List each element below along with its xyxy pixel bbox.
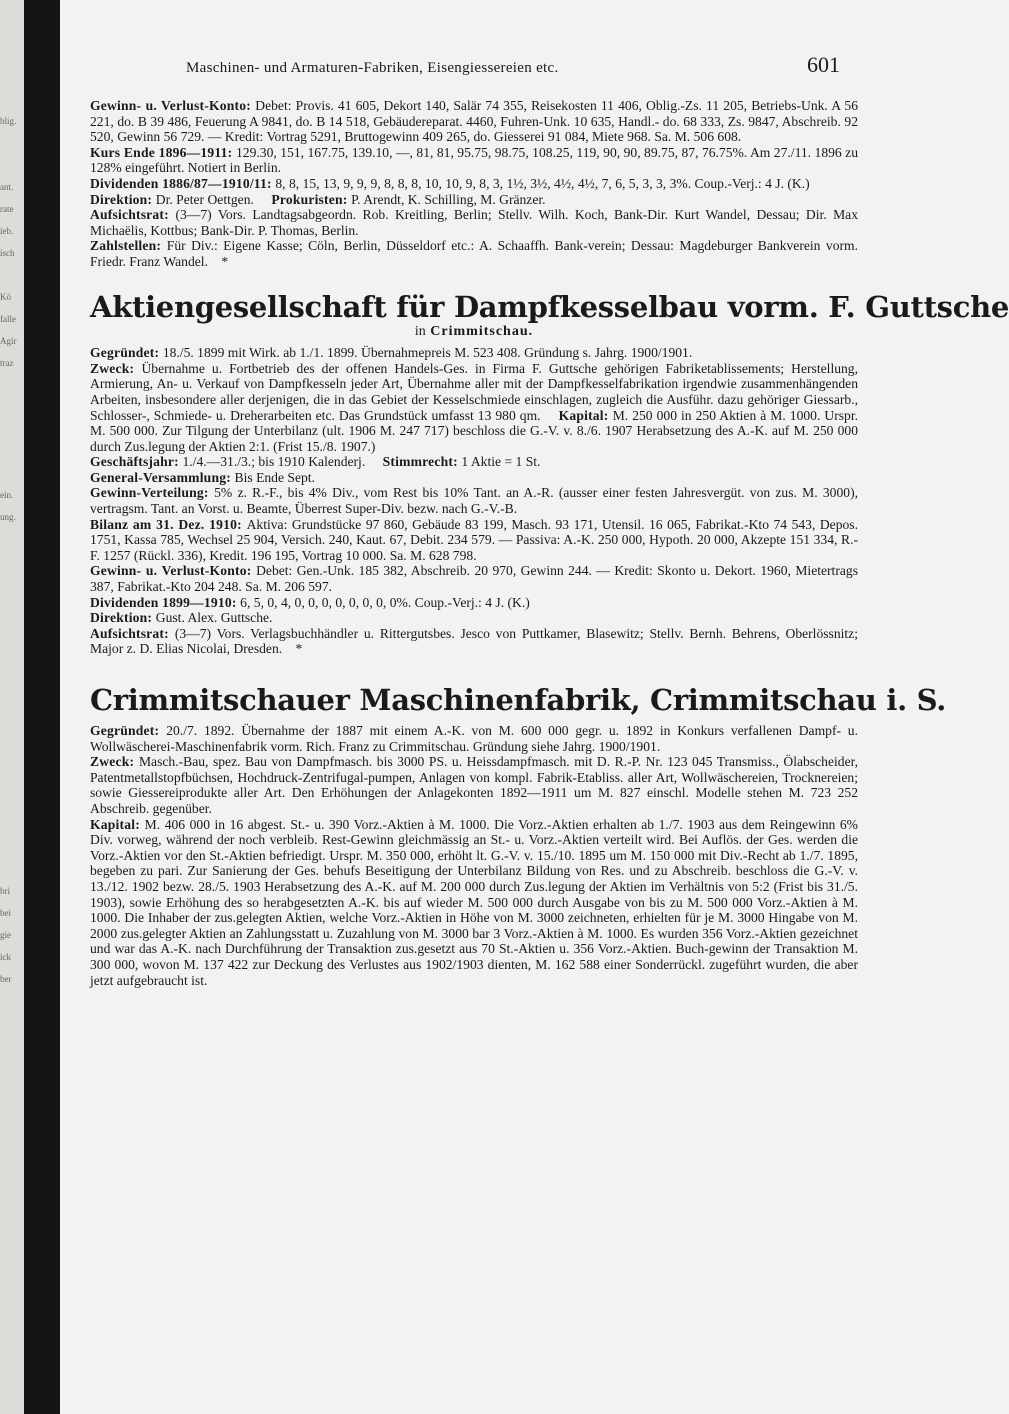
- field-label: General-Versammlung:: [90, 469, 235, 485]
- bleed-fragment: ber: [0, 974, 12, 984]
- entry-paragraph: [90, 517, 858, 564]
- page-body: [90, 98, 1009, 992]
- field-text: Debet: Gen.-Unk. 185 382, Abschreib. 20 970, Gewinn 244. — Kredit: Skonto u. Dekort. 1960, Mietertrags 387, Fabrikat.-Kto 204 248. Sa. M. 206 597.: [90, 563, 858, 595]
- entry-paragraph: [90, 145, 858, 176]
- field-label: Geschäftsjahr:: [90, 454, 183, 470]
- bleed-fragment: rate: [0, 204, 14, 214]
- field-text: 18./5. 1899 mit Wirk. ab 1./1. 1899. Übernahmepreis M. 523 408. Gründung s. Jahrg. 1900/1901.: [162, 345, 693, 361]
- page-number: 601: [807, 52, 840, 77]
- entry-paragraph: [90, 563, 858, 594]
- bleed-fragment: ieb.: [0, 226, 14, 236]
- entry-dampfkesselbau: [90, 345, 858, 657]
- field-label: Kapital:: [558, 407, 613, 423]
- entry-paragraph: [90, 192, 858, 208]
- bleed-fragment: bri: [0, 886, 10, 896]
- field-text: Übernahme u. Fortbetrieb des der offenen Handels-Ges. in Firma F. Guttsche gehörigen Fabriketablissements; Herstellung, Armierung, An- u. Verkauf von Dampfkesseln jeder Art, Übernahme aller mit der Dampfkesselfabrikation irgendwie zusammenhängenden Arbeiten, insbesondere aller derjenigen, die in das Gebiet der Kesselschmiede einschlagen, zugleich die Ausführ. dazu gehöriger Giessarb., Schlosser-, Schmiede- u. Dreherarbeiten etc. Das Grundstück umfasst 13 980 qm.: [90, 360, 859, 423]
- bleed-fragment: isch: [0, 248, 15, 258]
- field-text: Gust. Alex. Guttsche.: [155, 610, 273, 626]
- field-text: Aktiva: Grundstücke 97 860, Gebäude 83 199, Masch. 93 171, Utensil. 16 065, Fabrikat.-Kto 74 543, Depos. 1751, Kassa 785, Wechsel 25 904, Versich. 240, Kaut. 67, Debit. 234 579. — Passiva: A.-K. 250 000, Hypoth. 20 000, Akzepte 151 334, R.-F. 1257 (Rückl. 336), Kredit. 196 195, Vortrag 10 000. Sa. M. 628 798.: [90, 516, 858, 563]
- field-text: Dr. Peter Oettgen.: [155, 191, 258, 207]
- bleed-fragment: ick: [0, 952, 11, 962]
- bleed-fragment: [0, 396, 22, 418]
- entry-location: [90, 324, 858, 340]
- field-label: Zahlstellen:: [90, 238, 167, 254]
- bleed-fragment: [0, 154, 22, 176]
- field-text: 6, 5, 0, 4, 0, 0, 0, 0, 0, 0, 0, 0%. Coup.-Verj.: 4 J. (K.): [240, 594, 530, 610]
- bleed-fragment: [0, 682, 22, 704]
- entry-paragraph: [90, 98, 858, 145]
- entry-paragraph: [90, 595, 858, 611]
- bleed-fragment: [0, 528, 22, 550]
- entry-paragraph: [90, 361, 858, 455]
- field-text: M. 250 000 in 250 Aktien à M. 1000. Urspr. M. 500 000. Zur Tilgung der Unterbilanz (ult. 1906 M. 247 717) beschloss die G.-V. v. 8./6. 1907 Herabsetzung des A.-K. auf M. 250 000 durch Zus.legung der Aktien 2:1. (Frist 15./8. 1907.): [90, 407, 858, 454]
- field-text: (3—7) Vors. Landtagsabgeordn. Rob. Kreitling, Berlin; Stellv. Wilh. Koch, Bank-Dir. Kurt Wandel, Dessau; Dir. Max Michaëlis, Kottbus; Bank-Dir. P. Thomas, Berlin.: [90, 207, 859, 238]
- field-label: Direktion:: [90, 610, 156, 626]
- bleed-fragment: [0, 550, 22, 572]
- field-label: Stimmrecht:: [382, 454, 462, 470]
- field-label: Prokuristen:: [271, 191, 352, 207]
- bleed-fragment: [0, 638, 22, 660]
- bleed-fragment: ant.: [0, 182, 14, 192]
- field-text: 8, 8, 15, 13, 9, 9, 9, 8, 8, 8, 10, 10, 9, 8, 3, 1½, 3½, 4½, 4½, 7, 6, 5, 3, 3, 3%. Coup.-Verj.: 4 J. (K.): [275, 175, 810, 191]
- entry-paragraph: [90, 485, 858, 516]
- bleed-fragment: [0, 792, 22, 814]
- bleed-fragment: [0, 132, 22, 154]
- bleed-fragment: [0, 704, 22, 726]
- field-text: 1 Aktie = 1 St.: [461, 454, 541, 470]
- bleed-fragment: [0, 660, 22, 682]
- bleed-fragment: falle: [0, 314, 16, 324]
- field-text: 1./4.—31./3.; bis 1910 Kalenderj.: [182, 454, 369, 470]
- bleed-fragment: bei: [0, 908, 11, 918]
- bleed-fragment: [0, 770, 22, 792]
- binding-shadow: [24, 0, 60, 1414]
- bleed-fragment: [0, 572, 22, 594]
- previous-entry-continuation: [90, 98, 858, 270]
- field-label: Gewinn-Verteilung:: [90, 485, 215, 501]
- field-label: Dividenden 1899—1910:: [90, 594, 241, 610]
- field-label: Gewinn- u. Verlust-Konto:: [90, 563, 257, 579]
- field-label: Dividenden 1886/87—1910/11:: [90, 175, 276, 191]
- bleed-fragment: [0, 726, 22, 748]
- entry-paragraph: [90, 817, 858, 989]
- entry-paragraph: [90, 470, 858, 486]
- field-text: Bis Ende Sept.: [234, 469, 315, 485]
- entry-end-mark: *: [295, 641, 303, 657]
- field-text: 5% z. R.-F., bis 4% Div., vom Rest bis 10% Tant. an A.-R. (ausser einer festen Jahresvergüt. von zus. M. 3000), vertragsm. Tant. an Vorst. u. Beamte, Überrest Super-Div. bezw. nach G.-V.-B.: [90, 485, 858, 517]
- entry-paragraph: [90, 207, 858, 238]
- entry-paragraph: [90, 723, 858, 754]
- entry-title-2: Crimmitschauer Maschinenfabrik, Crimmitschau i. S.: [90, 683, 947, 717]
- field-label: Zweck:: [90, 360, 142, 376]
- page: [60, 40, 1009, 1400]
- field-text: Masch.-Bau, spez. Bau von Dampfmasch. bis 3000 PS. u. Heissdampfmasch. mit D. R.-P. Nr. 123 045 Transmiss., Ölabscheider, Patentmetallstopfbüchsen, Hochdruck-Zentrifugal-pumpen, Anlagen von kompl. Fabrik-Etabliss. aller Art, Wollwäschereien, Trocknereien; sowie Giessereiprodukte aller Art. Den Erhöhungen der Anlagekonten 1892—1911 um M. 827 einschl. Modelle stehen M. 723 252 Abschreib. gegenüber.: [90, 754, 858, 816]
- field-label: Gewinn- u. Verlust-Konto:: [90, 98, 256, 113]
- field-label: Gegründet:: [90, 345, 163, 361]
- field-label: Kurs Ende 1896—1911:: [90, 144, 236, 160]
- entry-paragraph: [90, 238, 858, 269]
- bleed-fragment: gie: [0, 930, 11, 940]
- bleed-fragment: [0, 616, 22, 638]
- entry-paragraph: [90, 626, 858, 657]
- bleed-fragment: [0, 814, 22, 836]
- bleed-fragment: [0, 374, 22, 396]
- entry-paragraph: [90, 754, 858, 816]
- field-label: Aufsichtsrat:: [90, 625, 175, 641]
- bleed-fragment: [0, 462, 22, 484]
- bleed-fragment: Agir: [0, 336, 17, 346]
- bleed-fragment: [0, 264, 22, 286]
- field-label: Kapital:: [90, 816, 145, 832]
- bleed-fragment: [0, 594, 22, 616]
- bleed-fragment: blig.: [0, 116, 17, 126]
- field-label: Direktion:: [90, 191, 156, 207]
- entry-title: Aktiengesellschaft für Dampfkesselbau vorm. F. Guttsche: [90, 289, 1009, 324]
- bleed-fragment: [0, 858, 22, 880]
- entry-location-name: Crimmitschau.: [430, 323, 534, 339]
- entry-paragraph: [90, 454, 858, 470]
- field-text: 20./7. 1892. Übernahme der 1887 mit einem A.-K. von M. 600 000 gegr. u. 1892 in Konkurs verfallenen Dampf- u. Wollwäscherei-Maschinenfabrik vorm. Rich. Franz zu Crimmitschau. Gründung siehe Jahrg. 1900/1901.: [90, 723, 858, 754]
- field-text: P. Arendt, K. Schilling, M. Gränzer.: [351, 191, 546, 207]
- field-text: Für Div.: Eigene Kasse; Cöln, Berlin, Düsseldorf etc.: A. Schaaffh. Bank-verein; Dessau: Magdeburger Bankverein vorm. Friedr. Franz Wandel.: [90, 238, 858, 269]
- bleed-fragment: [0, 418, 22, 440]
- bleed-fragment: traz: [0, 358, 14, 368]
- field-text: Debet: Provis. 41 605, Dekort 140, Salär 74 355, Reisekosten 11 406, Oblig.-Zs. 11 205, Betriebs-Unk. A 56 221, do. B 39 486, Feuerung A 9841, do. B 14 518, Gebäudereparat. 4460, Fuhren-Unk. 10 635, Handl.- do. 68 333, Zs. 9847, Abschreib. 92 520, Gewinn 56 729. — Kredit: Vortrag 5291, Bruttogewinn 409 265, do. Giesserei 91 084, Miete 968. Sa. M. 506 608.: [90, 98, 859, 145]
- bleed-fragment: Kö: [0, 292, 11, 302]
- bleed-fragment: [0, 836, 22, 858]
- field-label: Zweck:: [90, 754, 139, 770]
- entry-end-mark: *: [221, 253, 229, 269]
- entry-paragraph: [90, 176, 858, 192]
- entry-paragraph: [90, 610, 858, 626]
- field-text: 129.30, 151, 167.75, 139.10, —, 81, 81, 95.75, 98.75, 108.25, 119, 90, 90, 89.75, 87, 76.75%. Am 27./11. 1896 zu 128% eingeführt. Notiert in Berlin.: [90, 144, 858, 176]
- entry-crimmitschauer: [90, 723, 858, 988]
- field-label: Aufsichtsrat:: [90, 207, 176, 223]
- bleed-fragment: ung.: [0, 512, 16, 522]
- field-label: Gegründet:: [90, 723, 167, 738]
- bleed-fragment: ein.: [0, 490, 14, 500]
- bleed-fragment: [0, 748, 22, 770]
- entry-paragraph: [90, 345, 858, 361]
- left-page-bleed-text: [0, 110, 22, 990]
- field-label: Bilanz am 31. Dez. 1910:: [90, 516, 247, 532]
- field-text: M. 406 000 in 16 abgest. St.- u. 390 Vorz.-Aktien à M. 1000. Die Vorz.-Aktien erhalten ab 1./7. 1903 aus dem Reingewinn 6% Div. vorweg, während der noch verbleib. Rest-Gewinn gleichmässig an St.- u. Vorz.-Aktien verteilt wird. Bei Auflös. der Ges. werden die Vorz.-Aktien vor den St.-Aktien befriedigt. Urspr. M. 350 000, erhöht lt. G.-V. v. 15./10. 1895 um M. 150 000 mit Div.-Recht ab 1./7. 1895, begeben zu pari. Zur Sanierung der Ges. behufs Beseitigung der Unterbilanz Bildung von Res. und zu Abschreib. beschloss die G.-V. v. 13./12. 1902 bezw. 28./5. 1903 Herabsetzung des A.-K. auf M. 200 000 durch Zus.legung der Aktien im Verhältnis von 5:2 (Frist bis 31./5. 1903), sowie Erhöhung des so herabgesetzten A.-K. bis auf wieder M. 500 000 durch Ausgabe von bis zu M. 500 000 Vorz.-Aktien à M. 1000. Die Inhaber der zus.gelegten Aktien, welche Vorz.-Aktien in Höhe von M. 3000 zeichneten, erhielten für je M. 3000 Hingabe von M. 2000 zus.gelegter Aktien an Zahlungsstatt u. Zuzahlung von M. 3000 bar 3 Vorz.-Aktien à M. 1000. Es wurden 356 Vorz.-Aktien gezeichnet und war das A.-K. nach Durchführung der Transaktion zus.gesetzt aus 70 St.-Aktien u. 356 Vorz.-Aktien. Buch-gewinn der Transaktion M. 300 000, wovon M. 137 422 zur Deckung des Verlustes aus 1902/1903 dienten, M. 162 588 einer Sonderrückl. zugeführt wurden, die aber jetzt aufgebraucht ist.: [90, 816, 858, 988]
- entry-location-prefix: in: [414, 323, 426, 339]
- running-title: Maschinen- und Armaturen-Fabriken, Eisengiessereien etc.: [186, 60, 559, 76]
- bleed-fragment: [0, 440, 22, 462]
- field-text: (3—7) Vors. Verlagsbuchhändler u. Rittergutsbes. Jesco von Puttkamer, Blasewitz; Stellv. Bernh. Behrens, Oberlössnitz; Major z. D. Elias Nicolai, Dresden.: [90, 625, 858, 657]
